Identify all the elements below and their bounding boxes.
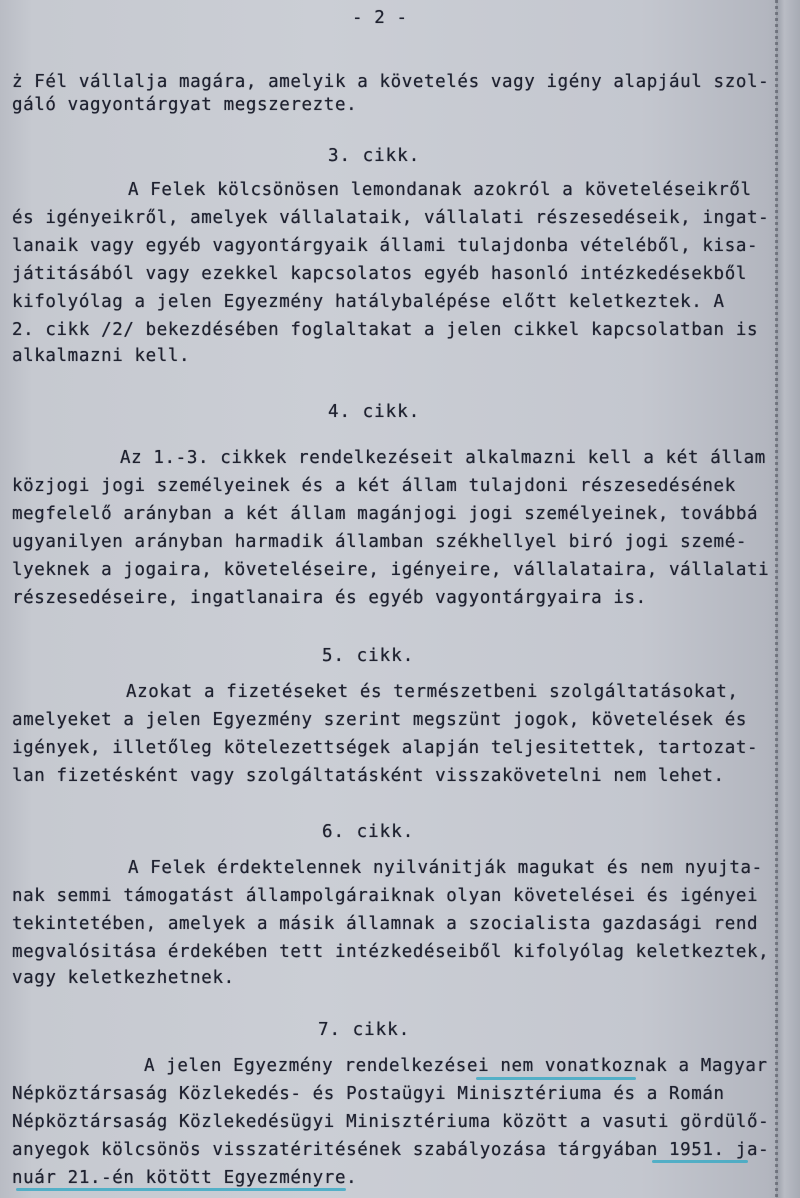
text-line: Azokat a fizetéseket és természetbeni szolgáltatásokat, — [126, 682, 739, 702]
text-line: Népköztársaság Közlekedésügyi Minisztériuma között a vasuti gördülő- — [12, 1112, 770, 1132]
text-line: részesedéseire, ingatlanaira és egyéb vagyontárgyaira is. — [12, 588, 647, 608]
highlight-underline — [652, 1160, 748, 1163]
highlight-underline — [476, 1077, 636, 1080]
text-line: közjogi jogi személyeinek és a két állam tulajdoni részesedésének — [12, 476, 736, 496]
text-line: A Felek kölcsönösen lemondanak azokról a követeléseikről — [128, 180, 752, 200]
text-line: igények, illetőleg kötelezettségek alapján teljesitettek, tartozat- — [12, 738, 759, 758]
binding-perforation — [775, 0, 778, 1198]
text-line: 2. cikk /2/ bekezdésében foglaltakat a jelen cikkel kapcsolatban is — [12, 320, 759, 340]
text-line: Népköztársaság Közlekedés- és Postaügyi Minisztériuma és a Román — [12, 1084, 725, 1104]
text-line: gáló vagyontárgyat megszerezte. — [12, 95, 358, 115]
text-line: nak semmi támogatást állampolgáraiknak olyan követelései és igényei — [12, 886, 759, 906]
page-number: - 2 - — [352, 8, 408, 28]
text-line: ż Fél vállalja magára, amelyik a követelés vagy igény alapjául szol- — [12, 72, 770, 92]
text-line: nuár 21.-én kötött Egyezményre. — [12, 1168, 358, 1188]
text-line: lan fizetésként vagy szolgáltatásként visszakövetelni nem lehet. — [12, 766, 725, 786]
text-line: lanaik vagy egyéb vagyontárgyaik állami tulajdonba vételéből, kisa- — [12, 236, 759, 256]
text-line: játitásából vagy ezekkel kapcsolatos egyéb hasonló intézkedésekből — [12, 264, 747, 284]
section-heading: 7. cikk. — [318, 1020, 411, 1040]
text-line: anyegok kölcsönös visszatéritésének szabályozása tárgyában 1951. ja- — [12, 1140, 770, 1160]
text-line: alkalmazni kell. — [12, 346, 191, 366]
text-line: lyeknek a jogaira, követeléseire, igényeire, vállalataira, vállalati — [12, 560, 770, 580]
text-line: vagy keletkezhetnek. — [12, 968, 235, 988]
text-line: és igényeikről, amelyek vállalataik, vállalati részesedéseik, ingat- — [12, 208, 770, 228]
text-line: ugyanilyen arányban harmadik államban székhellyel biró jogi szemé- — [12, 532, 747, 552]
text-line: megfelelő arányban a két állam magánjogi jogi személyeinek, továbbá — [12, 504, 759, 524]
text-line: kifolyólag a jelen Egyezmény hatálybalépése előtt keletkeztek. A — [12, 292, 725, 312]
text-line: tekintetében, amelyek a másik államnak a szocialista gazdasági rend — [12, 914, 759, 934]
text-line: Az 1.-3. cikkek rendelkezéseit alkalmazni kell a két állam — [120, 448, 766, 468]
text-line: A Felek érdektelennek nyilvánitják magukat és nem nyujta- — [128, 858, 763, 878]
highlight-underline — [16, 1188, 346, 1191]
section-heading: 4. cikk. — [328, 402, 421, 422]
section-heading: 3. cikk. — [328, 146, 421, 166]
section-heading: 5. cikk. — [322, 646, 415, 666]
section-heading: 6. cikk. — [322, 822, 415, 842]
text-line: amelyeket a jelen Egyezmény szerint megszünt jogok, követelések és — [12, 710, 747, 730]
text-line: megvalósitása érdekében tett intézkedéseiből kifolyólag keletkeztek, — [12, 942, 770, 962]
text-line: A jelen Egyezmény rendelkezései nem vonatkoznak a Magyar — [144, 1056, 768, 1076]
page-edge — [776, 0, 800, 1198]
